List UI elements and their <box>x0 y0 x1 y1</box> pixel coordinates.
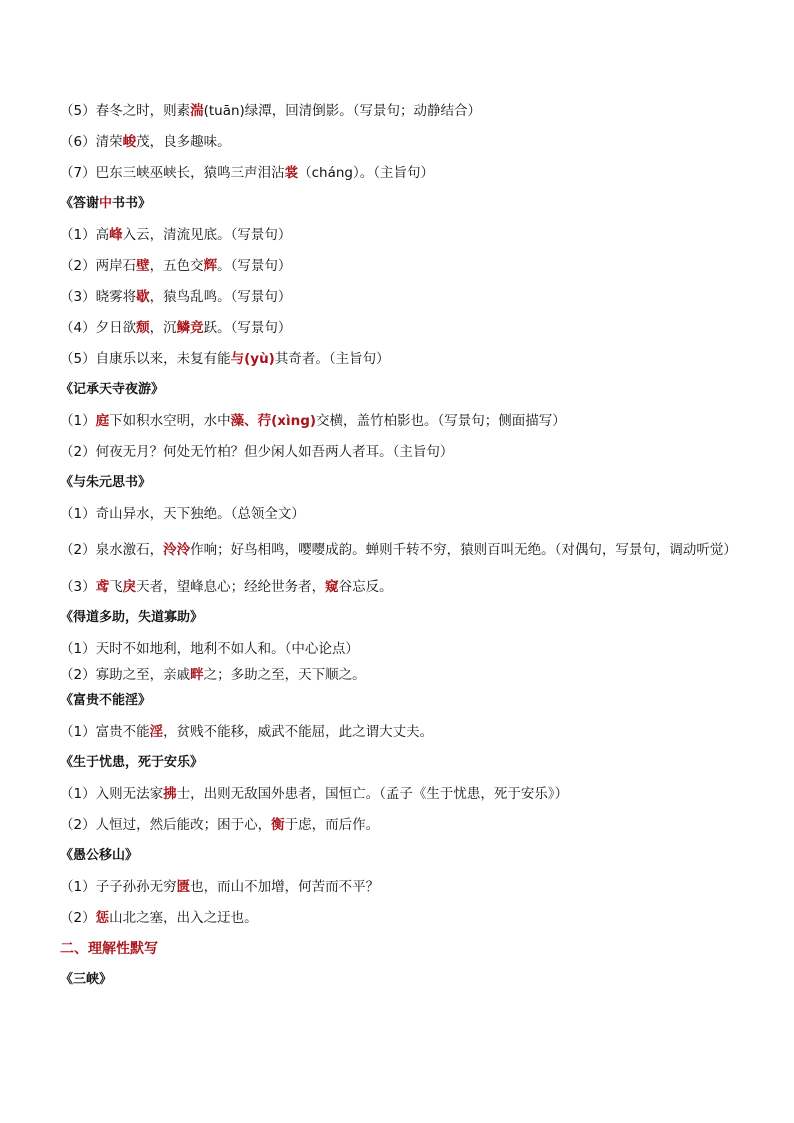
text-segment: （1）天时不如地利，地利不如人和。（中心论点） <box>60 641 359 657</box>
passage-title <box>60 970 740 990</box>
text-segment: （6）清荣 <box>60 134 123 150</box>
section-heading <box>60 939 740 959</box>
passage-title <box>60 608 740 628</box>
recitation-line <box>60 287 740 307</box>
recitation-line <box>60 504 740 524</box>
recitation-line <box>60 101 740 121</box>
text-segment: ，五色交 <box>149 258 204 274</box>
text-segment: （2）两岸石 <box>60 258 137 274</box>
highlighted-word: 与(yù) <box>230 351 275 367</box>
highlighted-word: 惩 <box>95 910 110 926</box>
text-segment: 《得道多助，失道寡助》 <box>60 610 204 625</box>
text-segment: （3）晓雾将 <box>60 289 137 305</box>
text-segment: （2）泉水激石， <box>60 542 164 558</box>
text-segment: 士，出则无敌国外患者，国恒亡。（孟子《生于忧患，死于安乐》） <box>176 786 569 802</box>
document-page <box>60 101 740 990</box>
passage-title <box>60 691 740 711</box>
highlighted-word: 衡 <box>271 817 285 833</box>
recitation-line <box>60 349 740 369</box>
text-segment: 之；多助之至，天下顺之。 <box>203 667 366 683</box>
text-segment: 飞 <box>109 579 123 595</box>
recitation-line <box>60 665 740 685</box>
text-segment: （5）春冬之时，则素 <box>60 103 191 119</box>
highlighted-word: 窥 <box>325 579 339 595</box>
text-segment: 。（写景句） <box>217 258 292 274</box>
highlighted-word: 峻 <box>122 134 137 150</box>
highlighted-word: 藻、荇(xìng) <box>230 413 317 429</box>
recitation-line <box>60 225 740 245</box>
highlighted-word: 辉 <box>203 258 218 274</box>
text-segment: 天者，望峰息心；经纶世务者， <box>136 579 326 595</box>
passage-title <box>60 753 740 773</box>
text-segment: 山北之塞，出入之迂也。 <box>109 910 258 926</box>
highlighted-word: 庭 <box>95 413 110 429</box>
text-segment: (tuān)绿潭，回清倒影。（写景句；动静结合） <box>203 103 482 119</box>
recitation-line <box>60 256 740 276</box>
highlighted-word: 戾 <box>122 579 137 595</box>
passage-title <box>60 194 740 214</box>
text-segment: 也，而山不加增，何苦而不平？ <box>190 879 380 895</box>
text-segment: ，沉 <box>149 320 177 336</box>
text-segment: （1）入则无法家 <box>60 786 164 802</box>
text-segment: 交横，盖竹柏影也。（写景句；侧面描写） <box>316 413 566 429</box>
text-segment: （2）人恒过，然后能改；困于心， <box>60 817 272 833</box>
recitation-line <box>60 163 740 183</box>
highlighted-word: 颓 <box>136 320 150 336</box>
text-segment: （cháng）。（主旨句） <box>298 165 434 181</box>
highlighted-word: 淫 <box>149 724 164 740</box>
text-segment: 下如积水空明，水中 <box>109 413 231 429</box>
passage-title <box>60 846 740 866</box>
highlighted-word: 歇 <box>136 289 150 305</box>
recitation-line <box>60 411 740 431</box>
highlighted-word: 畔 <box>190 667 204 683</box>
highlighted-word: 中 <box>99 196 113 211</box>
text-segment: （7）巴东三峡巫峡长，猿鸣三声泪沾 <box>60 165 285 181</box>
highlighted-word: 峰 <box>109 227 123 243</box>
recitation-line <box>60 908 740 928</box>
recitation-line <box>60 535 740 566</box>
text-segment: （5）自康乐以来，未复有能 <box>60 351 231 367</box>
text-segment: 《愚公移山》 <box>60 848 139 863</box>
text-segment: 茂，良多趣味。 <box>136 134 231 150</box>
recitation-line <box>60 132 740 152</box>
highlighted-word: 鳞竞 <box>176 320 204 336</box>
text-segment: （1）高 <box>60 227 110 243</box>
text-segment: 于虑，而后作。 <box>284 817 380 833</box>
text-segment: 《记承天寺夜游》 <box>60 382 165 397</box>
text-segment: 《三峡》 <box>60 972 113 987</box>
recitation-line <box>60 577 740 597</box>
text-segment: ，贫贱不能移，威武不能屈，此之谓大丈夫。 <box>163 724 434 740</box>
highlighted-word: 湍 <box>190 103 204 119</box>
text-segment: （2）寡助之至，亲戚 <box>60 667 191 683</box>
recitation-line <box>60 877 740 897</box>
text-segment: （1） <box>60 413 96 429</box>
text-segment: （1）奇山异水，天下独绝。（总领全文） <box>60 506 305 522</box>
highlighted-word: 拂 <box>163 786 177 802</box>
text-segment: 作响；好鸟相鸣，嘤嘤成韵。蝉则千转不穷，猿则百叫无绝。（对偶句，写景句，调动听觉） <box>190 542 737 558</box>
text-segment: 二、理解性默写 <box>60 941 158 957</box>
text-segment: （1）子子孙孙无穷 <box>60 879 177 895</box>
text-segment: （2）何夜无月？何处无竹柏？但少闲人如吾两人者耳。（主旨句） <box>60 444 454 460</box>
recitation-line <box>60 784 740 804</box>
text-segment: （1）富贵不能 <box>60 724 150 740</box>
text-segment: 《与朱元思书》 <box>60 475 152 490</box>
text-segment: ，猿鸟乱鸣。（写景句） <box>149 289 292 305</box>
highlighted-word: 匮 <box>176 879 191 895</box>
highlighted-word: 泠泠 <box>163 542 191 558</box>
highlighted-word: 壁 <box>136 258 150 274</box>
recitation-line <box>60 722 740 742</box>
highlighted-word: 裳 <box>284 165 299 181</box>
text-segment: （3） <box>60 579 96 595</box>
text-segment: 入云，清流见底。（写景句） <box>122 227 292 243</box>
text-segment: 谷忘反。 <box>338 579 393 595</box>
recitation-line <box>60 442 740 462</box>
highlighted-word: 鸢 <box>95 579 110 595</box>
text-segment: 跃。（写景句） <box>203 320 292 336</box>
text-segment: 书书》 <box>112 196 152 211</box>
passage-title <box>60 473 740 493</box>
passage-title <box>60 380 740 400</box>
recitation-line <box>60 318 740 338</box>
text-segment: 《富贵不能淫》 <box>60 693 152 708</box>
text-segment: 《生于忧患，死于安乐》 <box>60 755 204 770</box>
recitation-line <box>60 639 740 659</box>
text-segment: （2） <box>60 910 96 926</box>
text-segment: 《答谢 <box>60 196 100 211</box>
text-segment: 其奇者。（主旨句） <box>274 351 390 367</box>
text-segment: （4）夕日欲 <box>60 320 137 336</box>
recitation-line <box>60 815 740 835</box>
